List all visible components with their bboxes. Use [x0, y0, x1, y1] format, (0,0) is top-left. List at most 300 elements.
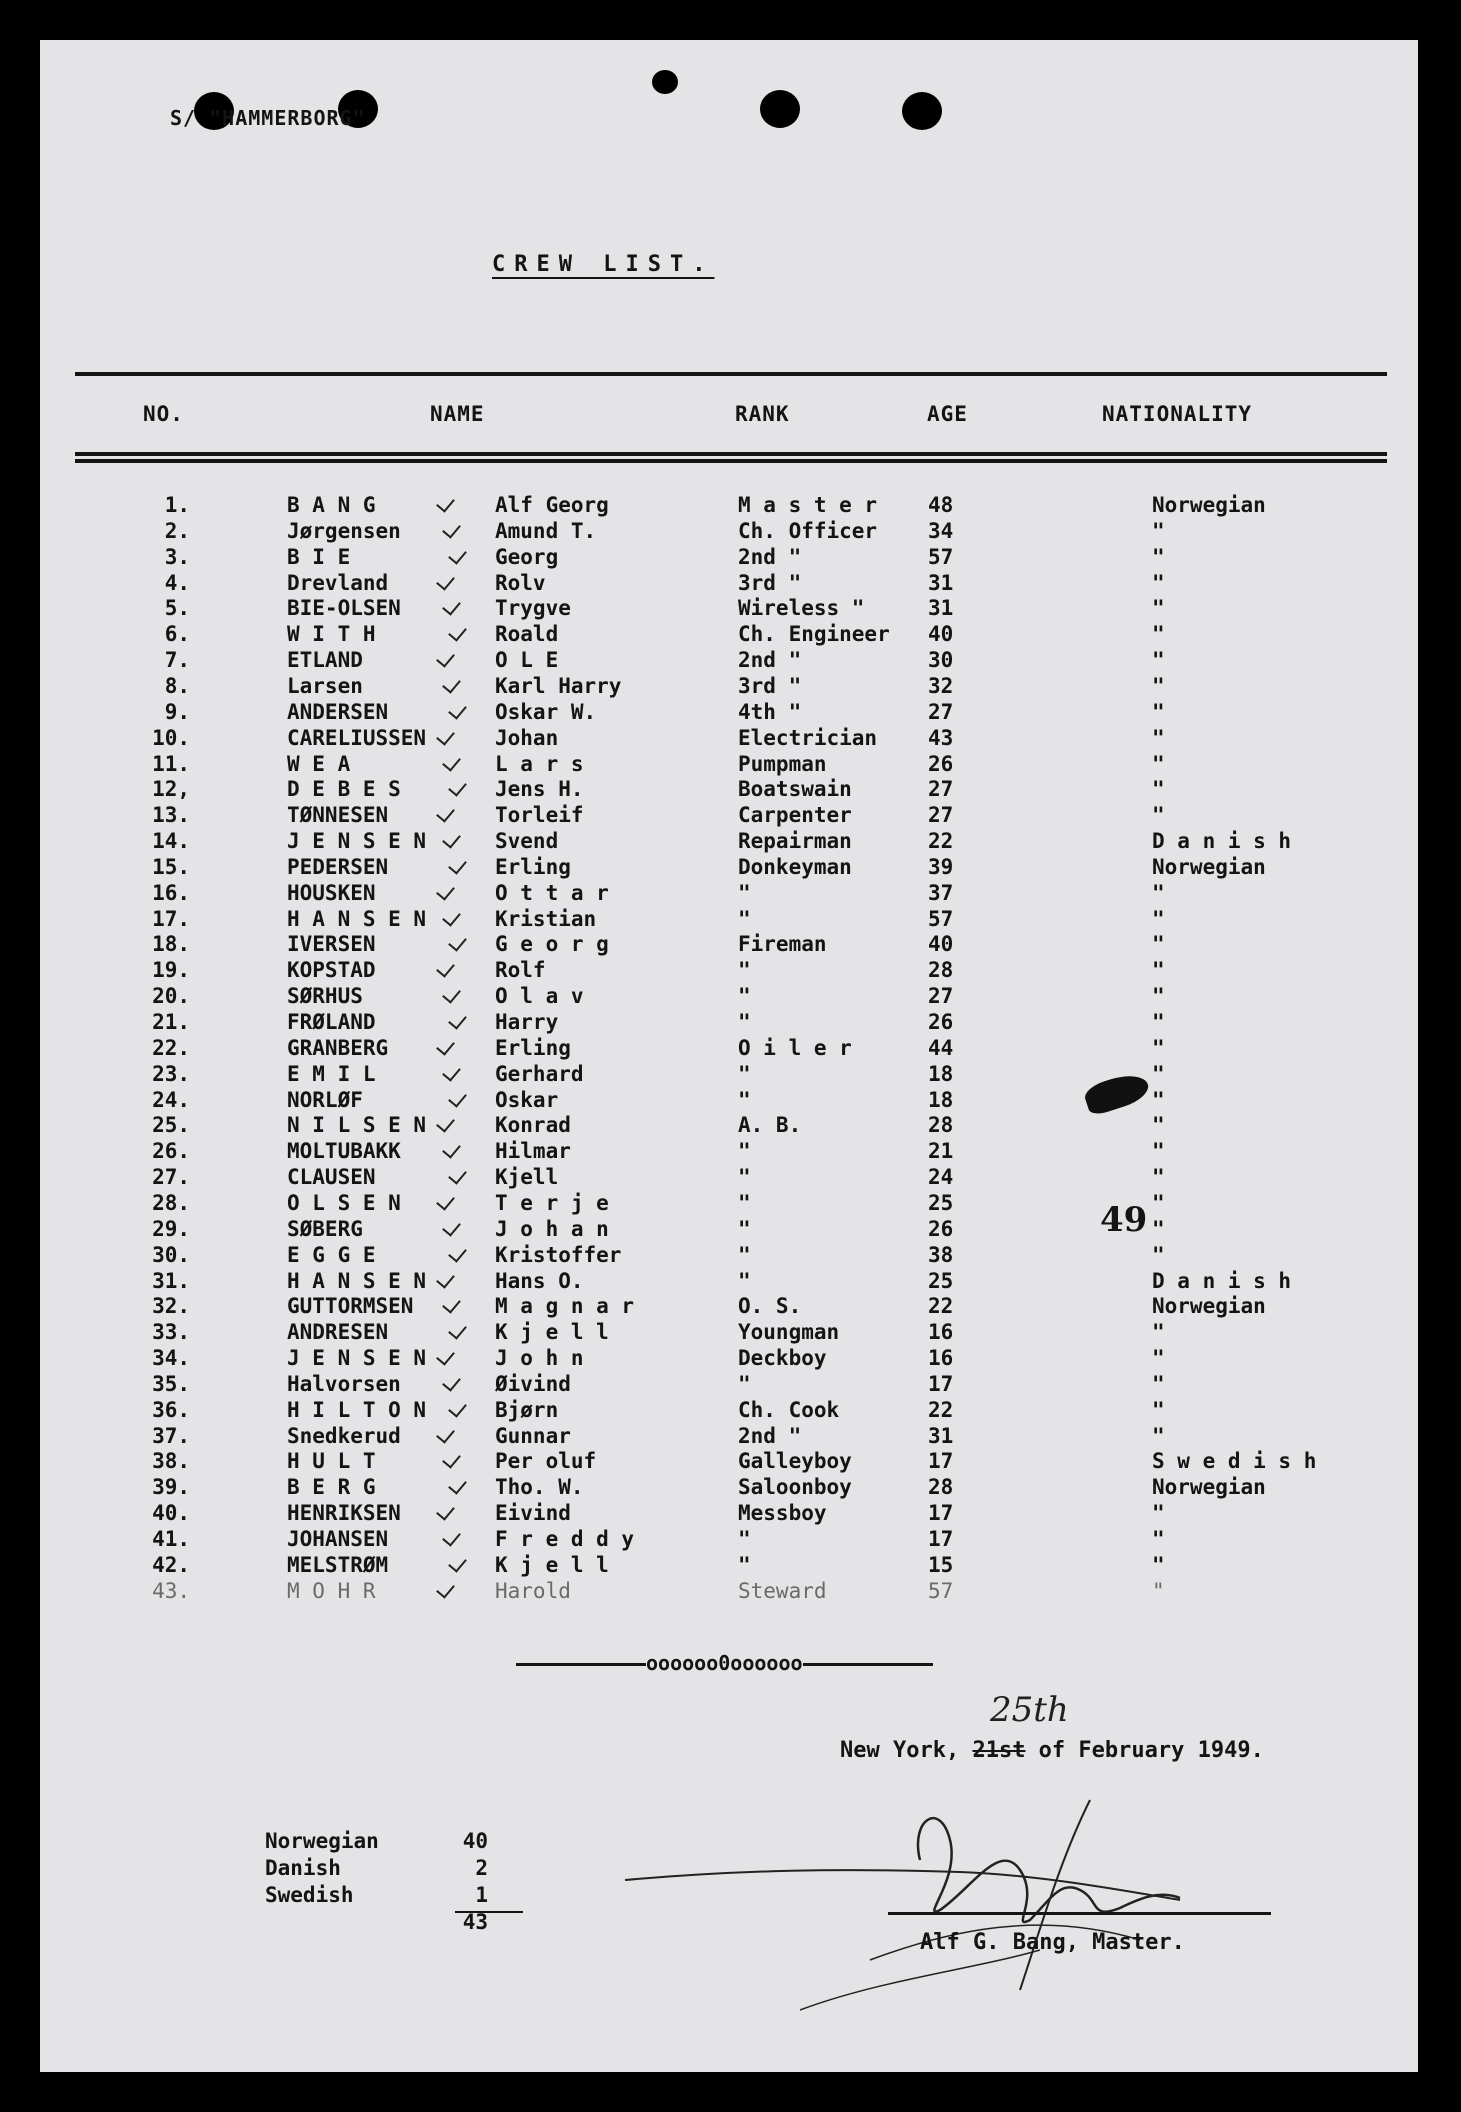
crew-surname: KOPSTAD — [287, 958, 376, 982]
crew-surname: Jørgensen — [287, 519, 401, 543]
crew-nationality: " — [1152, 958, 1165, 982]
punch-hole — [760, 90, 800, 128]
crew-number: 20. — [152, 984, 190, 1008]
crew-surname: N I L S E N — [287, 1113, 427, 1137]
crew-surname: B A N G — [287, 493, 376, 517]
crew-age: 17 — [928, 1527, 954, 1551]
crew-rank: 3rd " — [738, 571, 802, 595]
crew-age: 18 — [928, 1088, 954, 1112]
crew-age: 39 — [928, 855, 954, 879]
crew-row — [0, 493, 1461, 518]
crew-surname: Drevland — [287, 571, 389, 595]
crew-nationality: " — [1152, 932, 1165, 956]
crew-given-name: Gerhard — [495, 1062, 584, 1086]
crew-row — [0, 1191, 1461, 1216]
crew-row — [0, 1036, 1461, 1061]
crew-surname: SØRHUS — [287, 984, 363, 1008]
crew-number: 8. — [164, 674, 190, 698]
crew-nationality: " — [1152, 648, 1165, 672]
crew-given-name: J o h n — [495, 1346, 584, 1370]
separator-text: oooooo0oooooo — [646, 1651, 803, 1675]
crew-row — [0, 1449, 1461, 1474]
crew-surname: MELSTRØM — [287, 1553, 389, 1577]
check-mark — [448, 1475, 467, 1494]
crew-row — [0, 907, 1461, 932]
crew-row — [0, 1062, 1461, 1087]
crew-row — [0, 1372, 1461, 1397]
check-mark — [436, 1579, 455, 1598]
crew-row — [0, 1398, 1461, 1423]
crew-row — [0, 519, 1461, 544]
crew-surname: BIE-OLSEN — [287, 596, 401, 620]
crew-row — [0, 777, 1461, 802]
crew-given-name: G e o r g — [495, 932, 609, 956]
check-mark — [436, 648, 455, 667]
crew-given-name: Johan — [495, 726, 559, 750]
total-label: Norwegian — [265, 1829, 379, 1853]
crew-row — [0, 958, 1461, 983]
ship-name: S/ "HAMMERBORG" — [170, 106, 366, 130]
signature-line — [888, 1912, 1271, 1915]
crew-given-name: Roald — [495, 622, 559, 646]
check-mark — [448, 1010, 467, 1029]
crew-given-name: Per oluf — [495, 1449, 597, 1473]
check-mark — [442, 1372, 461, 1391]
check-mark — [448, 1088, 467, 1107]
crew-number: 17. — [152, 907, 190, 931]
crew-surname: IVERSEN — [287, 932, 376, 956]
crew-given-name: Kristian — [495, 907, 597, 931]
crew-rank: Youngman — [738, 1320, 840, 1344]
crew-surname: ANDRESEN — [287, 1320, 389, 1344]
check-mark — [448, 622, 467, 641]
crew-row — [0, 1553, 1461, 1578]
crew-number: 9. — [164, 700, 190, 724]
crew-age: 22 — [928, 1398, 954, 1422]
crew-surname: M O H R — [287, 1579, 376, 1603]
check-mark — [436, 958, 455, 977]
crew-given-name: Erling — [495, 855, 571, 879]
crew-nationality: " — [1152, 1527, 1165, 1551]
crew-number: 41. — [152, 1527, 190, 1551]
crew-number: 2. — [164, 519, 190, 543]
crew-row — [0, 1320, 1461, 1345]
crew-nationality: " — [1152, 1191, 1165, 1215]
crew-rank: " — [738, 1191, 751, 1215]
crew-row — [0, 1294, 1461, 1319]
crew-row — [0, 1113, 1461, 1138]
crew-given-name: Georg — [495, 545, 559, 569]
crew-given-name: K j e l l — [495, 1320, 609, 1344]
check-mark — [448, 545, 467, 564]
crew-age: 43 — [928, 726, 954, 750]
header-rank: RANK — [735, 402, 790, 426]
check-mark — [436, 1113, 455, 1132]
check-mark — [448, 1320, 467, 1339]
crew-row — [0, 1217, 1461, 1242]
check-mark — [442, 596, 461, 615]
crew-age: 37 — [928, 881, 954, 905]
crew-number: 34. — [152, 1346, 190, 1370]
crew-row — [0, 1346, 1461, 1371]
crew-surname: GUTTORMSEN — [287, 1294, 414, 1318]
crew-given-name: Kristoffer — [495, 1243, 622, 1267]
crew-row — [0, 1475, 1461, 1500]
check-mark — [448, 1165, 467, 1184]
crew-age: 57 — [928, 1579, 954, 1603]
crew-row — [0, 1088, 1461, 1113]
crew-surname: JOHANSEN — [287, 1527, 389, 1551]
crew-given-name: Tho. W. — [495, 1475, 584, 1499]
crew-rank: " — [738, 1217, 751, 1241]
crew-surname: J E N S E N — [287, 1346, 427, 1370]
crew-surname: E G G E — [287, 1243, 376, 1267]
crew-rank: " — [738, 1553, 751, 1577]
crew-nationality: " — [1152, 622, 1165, 646]
crew-number: 37. — [152, 1424, 190, 1448]
check-mark — [436, 1346, 455, 1365]
total-value: 40 — [462, 1829, 488, 1853]
crew-given-name: Øivind — [495, 1372, 571, 1396]
document-title: CREW LIST. — [492, 252, 715, 277]
crew-nationality: " — [1152, 1501, 1165, 1525]
crew-row — [0, 648, 1461, 673]
crew-age: 16 — [928, 1346, 954, 1370]
crew-surname: H A N S E N — [287, 1269, 427, 1293]
check-mark — [442, 1217, 461, 1236]
crew-age: 17 — [928, 1372, 954, 1396]
check-mark — [442, 1449, 461, 1468]
crew-given-name: Hilmar — [495, 1139, 571, 1163]
place-date-suffix: of February 1949. — [1025, 1738, 1264, 1763]
crew-surname: PEDERSEN — [287, 855, 389, 879]
crew-rank: Messboy — [738, 1501, 827, 1525]
signatory-name: Alf G. Bang, Master. — [920, 1930, 1185, 1955]
crew-given-name: O l a v — [495, 984, 584, 1008]
crew-rank: 3rd " — [738, 674, 802, 698]
crew-row — [0, 726, 1461, 751]
check-mark — [436, 1191, 455, 1210]
crew-age: 31 — [928, 596, 954, 620]
check-mark — [448, 1398, 467, 1417]
crew-given-name: Rolv — [495, 571, 546, 595]
crew-nationality: " — [1152, 1088, 1165, 1112]
crew-rank: Repairman — [738, 829, 852, 853]
crew-surname: B E R G — [287, 1475, 376, 1499]
crew-rank: Steward — [738, 1579, 827, 1603]
crew-surname: Larsen — [287, 674, 363, 698]
crew-number: 26. — [152, 1139, 190, 1163]
crew-given-name: Svend — [495, 829, 559, 853]
crew-surname: CLAUSEN — [287, 1165, 376, 1189]
crew-row — [0, 1010, 1461, 1035]
crew-nationality: " — [1152, 881, 1165, 905]
crew-rank: Electrician — [738, 726, 878, 750]
crew-surname: HOUSKEN — [287, 881, 376, 905]
crew-rank: " — [738, 1372, 751, 1396]
place-date — [840, 1738, 1264, 1763]
crew-rank: Boatswain — [738, 777, 852, 801]
crew-row — [0, 1139, 1461, 1164]
crew-given-name: Rolf — [495, 958, 546, 982]
check-mark — [436, 1036, 455, 1055]
crew-age: 24 — [928, 1165, 954, 1189]
crew-nationality: " — [1152, 1243, 1165, 1267]
check-mark — [436, 1501, 455, 1520]
place-date-prefix: New York, — [840, 1738, 973, 1763]
crew-age: 28 — [928, 1475, 954, 1499]
crew-nationality: D a n i s h — [1152, 829, 1292, 853]
crew-nationality: " — [1152, 726, 1165, 750]
separator-line — [516, 1663, 646, 1666]
crew-age: 28 — [928, 1113, 954, 1137]
crew-surname: GRANBERG — [287, 1036, 389, 1060]
crew-age: 34 — [928, 519, 954, 543]
crew-row — [0, 596, 1461, 621]
crew-surname: HENRIKSEN — [287, 1501, 401, 1525]
crew-age: 15 — [928, 1553, 954, 1577]
crew-nationality: " — [1152, 1036, 1165, 1060]
crew-surname: MOLTUBAKK — [287, 1139, 401, 1163]
crew-surname: CARELIUSSEN — [287, 726, 427, 750]
punch-notch — [652, 70, 678, 94]
crew-rank: Wireless " — [738, 596, 865, 620]
crew-nationality: Norwegian — [1152, 855, 1266, 879]
crew-surname: ETLAND — [287, 648, 363, 672]
crew-number: 39. — [152, 1475, 190, 1499]
crew-nationality: Norwegian — [1152, 1475, 1266, 1499]
check-mark — [442, 674, 461, 693]
crew-rank: " — [738, 1139, 751, 1163]
crew-rank: " — [738, 881, 751, 905]
crew-rank: " — [738, 1088, 751, 1112]
crew-rank: Ch. Cook — [738, 1398, 840, 1422]
crew-row — [0, 855, 1461, 880]
crew-nationality: " — [1152, 1139, 1165, 1163]
crew-nationality: " — [1152, 1010, 1165, 1034]
crew-nationality: " — [1152, 1579, 1165, 1603]
crew-surname: ANDERSEN — [287, 700, 389, 724]
crew-age: 44 — [928, 1036, 954, 1060]
crew-surname: E M I L — [287, 1062, 376, 1086]
crew-number: 21. — [152, 1010, 190, 1034]
crew-surname: NORLØF — [287, 1088, 363, 1112]
crew-number: 7. — [164, 648, 190, 672]
crew-rank: O i l e r — [738, 1036, 852, 1060]
crew-rank: 2nd " — [738, 648, 802, 672]
check-mark — [442, 519, 461, 538]
crew-number: 29. — [152, 1217, 190, 1241]
crew-number: 18. — [152, 932, 190, 956]
crew-age: 31 — [928, 571, 954, 595]
crew-given-name: M a g n a r — [495, 1294, 635, 1318]
crew-row — [0, 1579, 1461, 1604]
header-no: NO. — [143, 402, 184, 426]
crew-surname: SØBERG — [287, 1217, 363, 1241]
crew-given-name: Harold — [495, 1579, 571, 1603]
crew-age: 27 — [928, 803, 954, 827]
crew-rank: " — [738, 984, 751, 1008]
crew-age: 40 — [928, 622, 954, 646]
crew-row — [0, 622, 1461, 647]
crew-given-name: Gunnar — [495, 1424, 571, 1448]
crew-age: 17 — [928, 1501, 954, 1525]
separator — [516, 1651, 933, 1675]
crew-age: 21 — [928, 1139, 954, 1163]
crew-given-name: Oskar — [495, 1088, 559, 1112]
crew-nationality: " — [1152, 700, 1165, 724]
crew-given-name: Erling — [495, 1036, 571, 1060]
crew-number: 15. — [152, 855, 190, 879]
check-mark — [448, 1553, 467, 1572]
crew-number: 40. — [152, 1501, 190, 1525]
crew-surname: D E B E S — [287, 777, 401, 801]
crew-row — [0, 1501, 1461, 1526]
header-top-rule — [75, 372, 1387, 376]
crew-number: 33. — [152, 1320, 190, 1344]
crew-given-name: Trygve — [495, 596, 571, 620]
check-mark — [448, 855, 467, 874]
crew-surname: Snedkerud — [287, 1424, 401, 1448]
crew-number: 5. — [164, 596, 190, 620]
crew-age: 16 — [928, 1320, 954, 1344]
crew-age: 26 — [928, 1010, 954, 1034]
crew-given-name: O t t a r — [495, 881, 609, 905]
crew-age: 27 — [928, 700, 954, 724]
crew-nationality: " — [1152, 596, 1165, 620]
crew-nationality: " — [1152, 907, 1165, 931]
separator-line — [803, 1663, 933, 1666]
header-age: AGE — [927, 402, 968, 426]
crew-rank: Donkeyman — [738, 855, 852, 879]
check-mark — [442, 1527, 461, 1546]
crew-age: 26 — [928, 1217, 954, 1241]
check-mark — [436, 881, 455, 900]
check-mark — [436, 493, 455, 512]
crew-age: 22 — [928, 1294, 954, 1318]
crew-number: 35. — [152, 1372, 190, 1396]
crew-given-name: Hans O. — [495, 1269, 584, 1293]
crew-nationality: " — [1152, 545, 1165, 569]
crew-number: 4. — [164, 571, 190, 595]
crew-row — [0, 1165, 1461, 1190]
crew-number: 43. — [152, 1579, 190, 1603]
crew-surname: FRØLAND — [287, 1010, 376, 1034]
crew-row — [0, 829, 1461, 854]
crew-row — [0, 700, 1461, 725]
signature-scrawl — [620, 1780, 1280, 2020]
check-mark — [442, 1139, 461, 1158]
crew-surname: O L S E N — [287, 1191, 401, 1215]
crew-nationality: " — [1152, 1217, 1165, 1241]
crew-surname: W E A — [287, 752, 351, 776]
total-label: Danish — [265, 1856, 341, 1880]
crew-number: 11. — [152, 752, 190, 776]
crew-rank: " — [738, 1243, 751, 1267]
crew-age: 25 — [928, 1191, 954, 1215]
check-mark — [448, 932, 467, 951]
crew-rank: " — [738, 907, 751, 931]
crew-surname: J E N S E N — [287, 829, 427, 853]
crew-number: 38. — [152, 1449, 190, 1473]
crew-age: 40 — [928, 932, 954, 956]
crew-age: 38 — [928, 1243, 954, 1267]
check-mark — [436, 1269, 455, 1288]
crew-nationality: " — [1152, 1346, 1165, 1370]
crew-number: 14. — [152, 829, 190, 853]
crew-rank: O. S. — [738, 1294, 802, 1318]
total-sum: 43 — [462, 1910, 488, 1934]
crew-rank: " — [738, 1010, 751, 1034]
crew-nationality: Norwegian — [1152, 493, 1266, 517]
check-mark — [448, 777, 467, 796]
crew-number: 23. — [152, 1062, 190, 1086]
crew-age: 32 — [928, 674, 954, 698]
crew-row — [0, 571, 1461, 596]
crew-nationality: " — [1152, 1320, 1165, 1344]
crew-given-name: Harry — [495, 1010, 559, 1034]
crew-nationality: " — [1152, 752, 1165, 776]
crew-nationality: " — [1152, 674, 1165, 698]
crew-rank: Galleyboy — [738, 1449, 852, 1473]
crew-row — [0, 1243, 1461, 1268]
check-mark — [436, 726, 455, 745]
crew-row — [0, 803, 1461, 828]
crew-rank: 2nd " — [738, 545, 802, 569]
crew-nationality: " — [1152, 1062, 1165, 1086]
crew-rank: " — [738, 958, 751, 982]
crew-given-name: Karl Harry — [495, 674, 622, 698]
total-value: 1 — [475, 1883, 488, 1907]
crew-number: 36. — [152, 1398, 190, 1422]
crew-number: 13. — [152, 803, 190, 827]
crew-given-name: T e r j e — [495, 1191, 609, 1215]
crew-rank: " — [738, 1062, 751, 1086]
crew-nationality: " — [1152, 1113, 1165, 1137]
check-mark — [448, 1243, 467, 1262]
crew-given-name: O L E — [495, 648, 559, 672]
crew-given-name: F r e d d y — [495, 1527, 635, 1551]
total-value: 2 — [475, 1856, 488, 1880]
crew-given-name: Bjørn — [495, 1398, 559, 1422]
crew-rank: " — [738, 1165, 751, 1189]
crew-surname: B I E — [287, 545, 351, 569]
crew-given-name: Jens H. — [495, 777, 584, 801]
crew-row — [0, 984, 1461, 1009]
crew-row — [0, 932, 1461, 957]
crew-nationality: " — [1152, 1424, 1165, 1448]
crew-surname: W I T H — [287, 622, 376, 646]
crew-nationality: " — [1152, 1553, 1165, 1577]
crew-given-name: Eivind — [495, 1501, 571, 1525]
crew-number: 1. — [164, 493, 190, 517]
check-mark — [442, 1294, 461, 1313]
crew-rank: 4th " — [738, 700, 802, 724]
crew-nationality: " — [1152, 777, 1165, 801]
crew-given-name: K j e l l — [495, 1553, 609, 1577]
header-name: NAME — [430, 402, 485, 426]
crew-age: 26 — [928, 752, 954, 776]
crew-nationality: " — [1152, 1372, 1165, 1396]
crew-rank: Pumpman — [738, 752, 827, 776]
crew-nationality: D a n i s h — [1152, 1269, 1292, 1293]
crew-age: 30 — [928, 648, 954, 672]
crew-age: 27 — [928, 777, 954, 801]
crew-age: 28 — [928, 958, 954, 982]
crew-rank: " — [738, 1269, 751, 1293]
crew-age: 22 — [928, 829, 954, 853]
crew-number: 24. — [152, 1088, 190, 1112]
